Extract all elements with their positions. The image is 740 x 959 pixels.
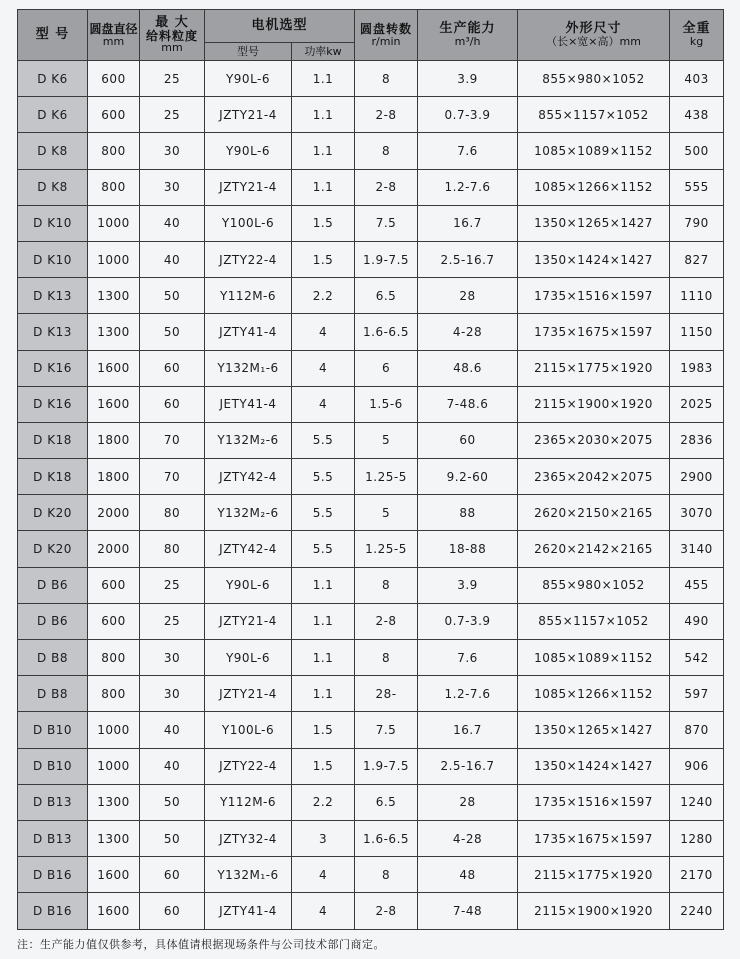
cell-motor-type: Y112M-6 (205, 278, 292, 314)
cell-speed: 2-8 (355, 603, 418, 639)
cell-feed-size: 40 (140, 748, 205, 784)
cell-capacity: 1.2-7.6 (418, 676, 518, 712)
cell-dimensions: 2365×2042×2075 (518, 459, 670, 495)
cell-dimensions: 1735×1675×1597 (518, 314, 670, 350)
cell-motor-type: JZTY21-4 (205, 97, 292, 133)
cell-dimensions: 1735×1516×1597 (518, 784, 670, 820)
cell-motor-power: 1.1 (292, 603, 355, 639)
cell-motor-type: Y132M₂-6 (205, 422, 292, 458)
cell-capacity: 18-88 (418, 531, 518, 567)
cell-diameter: 800 (88, 133, 140, 169)
cell-motor-type: JZTY41-4 (205, 314, 292, 350)
table-row (18, 133, 724, 169)
cell-model: D K16 (18, 350, 88, 386)
cell-motor-power: 4 (292, 350, 355, 386)
cell-motor-type: JZTY22-4 (205, 748, 292, 784)
cell-dimensions: 1350×1424×1427 (518, 748, 670, 784)
cell-model: D B16 (18, 893, 88, 929)
cell-model: D K13 (18, 314, 88, 350)
cell-model: D B13 (18, 820, 88, 856)
cell-dimensions: 855×1157×1052 (518, 603, 670, 639)
header-diameter: 圆盘直径 mm (88, 10, 140, 61)
cell-motor-type: JETY41-4 (205, 386, 292, 422)
cell-weight: 2025 (670, 386, 724, 422)
table-row (18, 784, 724, 820)
cell-diameter: 1600 (88, 893, 140, 929)
table-row (18, 386, 724, 422)
table-row (18, 350, 724, 386)
cell-feed-size: 50 (140, 314, 205, 350)
cell-diameter: 1000 (88, 712, 140, 748)
cell-weight: 597 (670, 676, 724, 712)
cell-dimensions: 1350×1265×1427 (518, 712, 670, 748)
cell-speed: 2-8 (355, 169, 418, 205)
spec-table (17, 9, 724, 930)
cell-dimensions: 2365×2030×2075 (518, 422, 670, 458)
cell-speed: 6 (355, 350, 418, 386)
cell-motor-type: JZTY21-4 (205, 676, 292, 712)
cell-model: D B8 (18, 676, 88, 712)
table-body (18, 61, 724, 930)
cell-speed: 1.5-6 (355, 386, 418, 422)
cell-capacity: 28 (418, 784, 518, 820)
cell-motor-type: Y90L-6 (205, 567, 292, 603)
cell-motor-power: 1.1 (292, 676, 355, 712)
cell-weight: 1240 (670, 784, 724, 820)
cell-dimensions: 855×980×1052 (518, 567, 670, 603)
cell-diameter: 1600 (88, 350, 140, 386)
cell-feed-size: 25 (140, 603, 205, 639)
header-weight: 全重 kg (670, 10, 724, 61)
cell-motor-type: Y90L-6 (205, 640, 292, 676)
cell-motor-power: 5.5 (292, 459, 355, 495)
cell-speed: 7.5 (355, 205, 418, 241)
cell-model: D B16 (18, 857, 88, 893)
cell-speed: 8 (355, 640, 418, 676)
cell-motor-power: 4 (292, 386, 355, 422)
cell-dimensions: 1735×1516×1597 (518, 278, 670, 314)
cell-weight: 403 (670, 61, 724, 97)
cell-capacity: 48.6 (418, 350, 518, 386)
cell-diameter: 1000 (88, 241, 140, 277)
cell-dimensions: 1085×1089×1152 (518, 133, 670, 169)
cell-feed-size: 60 (140, 386, 205, 422)
cell-feed-size: 30 (140, 133, 205, 169)
cell-motor-power: 4 (292, 893, 355, 929)
cell-weight: 906 (670, 748, 724, 784)
cell-motor-power: 1.5 (292, 712, 355, 748)
cell-motor-type: Y90L-6 (205, 133, 292, 169)
cell-weight: 1150 (670, 314, 724, 350)
cell-motor-power: 1.1 (292, 640, 355, 676)
cell-feed-size: 40 (140, 241, 205, 277)
cell-weight: 1280 (670, 820, 724, 856)
cell-motor-power: 2.2 (292, 784, 355, 820)
cell-dimensions: 2115×1775×1920 (518, 350, 670, 386)
cell-capacity: 7-48 (418, 893, 518, 929)
header-motor: 电机选型 (205, 10, 355, 43)
cell-weight: 870 (670, 712, 724, 748)
cell-model: D B13 (18, 784, 88, 820)
cell-capacity: 2.5-16.7 (418, 748, 518, 784)
cell-capacity: 0.7-3.9 (418, 603, 518, 639)
cell-feed-size: 60 (140, 857, 205, 893)
table-row (18, 893, 724, 929)
table-row (18, 278, 724, 314)
header-motor-power: 功率kw (292, 43, 355, 61)
cell-feed-size: 80 (140, 495, 205, 531)
cell-weight: 2836 (670, 422, 724, 458)
table-row (18, 314, 724, 350)
cell-feed-size: 50 (140, 820, 205, 856)
cell-motor-power: 1.1 (292, 567, 355, 603)
cell-dimensions: 2115×1775×1920 (518, 857, 670, 893)
cell-weight: 3070 (670, 495, 724, 531)
table-row (18, 459, 724, 495)
cell-feed-size: 80 (140, 531, 205, 567)
cell-diameter: 1000 (88, 748, 140, 784)
cell-motor-power: 3 (292, 820, 355, 856)
cell-capacity: 7.6 (418, 640, 518, 676)
cell-diameter: 1300 (88, 784, 140, 820)
cell-capacity: 3.9 (418, 567, 518, 603)
header-capacity: 生产能力 m³/h (418, 10, 518, 61)
cell-speed: 8 (355, 857, 418, 893)
cell-motor-power: 5.5 (292, 531, 355, 567)
cell-model: D K16 (18, 386, 88, 422)
cell-dimensions: 1735×1675×1597 (518, 820, 670, 856)
cell-speed: 6.5 (355, 278, 418, 314)
cell-weight: 490 (670, 603, 724, 639)
cell-diameter: 1800 (88, 459, 140, 495)
cell-model: D B6 (18, 603, 88, 639)
cell-weight: 790 (670, 205, 724, 241)
cell-speed: 1.25-5 (355, 459, 418, 495)
cell-motor-type: JZTY41-4 (205, 893, 292, 929)
cell-diameter: 600 (88, 603, 140, 639)
cell-weight: 827 (670, 241, 724, 277)
cell-weight: 500 (670, 133, 724, 169)
cell-capacity: 4-28 (418, 314, 518, 350)
cell-motor-type: JZTY42-4 (205, 531, 292, 567)
cell-speed: 6.5 (355, 784, 418, 820)
cell-model: D K8 (18, 169, 88, 205)
cell-motor-power: 5.5 (292, 422, 355, 458)
cell-feed-size: 30 (140, 640, 205, 676)
cell-motor-power: 5.5 (292, 495, 355, 531)
cell-diameter: 1300 (88, 278, 140, 314)
cell-capacity: 1.2-7.6 (418, 169, 518, 205)
cell-dimensions: 2115×1900×1920 (518, 386, 670, 422)
cell-motor-type: Y112M-6 (205, 784, 292, 820)
cell-speed: 7.5 (355, 712, 418, 748)
cell-speed: 1.9-7.5 (355, 748, 418, 784)
cell-motor-power: 1.5 (292, 748, 355, 784)
table-row (18, 531, 724, 567)
cell-feed-size: 50 (140, 784, 205, 820)
cell-dimensions: 2620×2142×2165 (518, 531, 670, 567)
cell-capacity: 60 (418, 422, 518, 458)
cell-speed: 5 (355, 495, 418, 531)
cell-motor-type: JZTY22-4 (205, 241, 292, 277)
cell-speed: 2-8 (355, 893, 418, 929)
cell-capacity: 9.2-60 (418, 459, 518, 495)
cell-diameter: 800 (88, 640, 140, 676)
cell-feed-size: 40 (140, 205, 205, 241)
cell-model: D K13 (18, 278, 88, 314)
cell-speed: 8 (355, 61, 418, 97)
cell-feed-size: 25 (140, 567, 205, 603)
table-row (18, 748, 724, 784)
table-row (18, 241, 724, 277)
cell-speed: 1.6-6.5 (355, 820, 418, 856)
table-row (18, 640, 724, 676)
cell-weight: 555 (670, 169, 724, 205)
cell-diameter: 1600 (88, 857, 140, 893)
cell-feed-size: 50 (140, 278, 205, 314)
cell-dimensions: 855×1157×1052 (518, 97, 670, 133)
cell-speed: 8 (355, 567, 418, 603)
cell-diameter: 800 (88, 169, 140, 205)
table-row (18, 422, 724, 458)
cell-motor-type: JZTY21-4 (205, 169, 292, 205)
cell-motor-power: 1.1 (292, 133, 355, 169)
footnote: 注：生产能力值仅供参考，具体值请根据现场条件与公司技术部门商定。 (17, 938, 385, 951)
cell-feed-size: 40 (140, 712, 205, 748)
cell-model: D K8 (18, 133, 88, 169)
table-row (18, 205, 724, 241)
cell-motor-power: 1.1 (292, 169, 355, 205)
cell-motor-type: JZTY42-4 (205, 459, 292, 495)
cell-model: D K20 (18, 531, 88, 567)
cell-speed: 1.9-7.5 (355, 241, 418, 277)
cell-model: D B10 (18, 712, 88, 748)
cell-speed: 2-8 (355, 97, 418, 133)
cell-speed: 1.25-5 (355, 531, 418, 567)
table-row (18, 712, 724, 748)
cell-motor-power: 1.1 (292, 97, 355, 133)
cell-capacity: 7.6 (418, 133, 518, 169)
cell-weight: 3140 (670, 531, 724, 567)
cell-motor-type: Y100L-6 (205, 205, 292, 241)
cell-capacity: 0.7-3.9 (418, 97, 518, 133)
cell-motor-type: Y90L-6 (205, 61, 292, 97)
cell-dimensions: 1085×1266×1152 (518, 676, 670, 712)
cell-model: D K6 (18, 61, 88, 97)
table-row (18, 567, 724, 603)
cell-model: D K18 (18, 422, 88, 458)
cell-dimensions: 855×980×1052 (518, 61, 670, 97)
cell-feed-size: 25 (140, 97, 205, 133)
cell-feed-size: 70 (140, 459, 205, 495)
table-row (18, 603, 724, 639)
cell-motor-power: 4 (292, 314, 355, 350)
cell-motor-type: Y132M₂-6 (205, 495, 292, 531)
cell-motor-power: 1.1 (292, 61, 355, 97)
cell-weight: 455 (670, 567, 724, 603)
cell-weight: 1983 (670, 350, 724, 386)
cell-motor-power: 1.5 (292, 205, 355, 241)
cell-diameter: 1300 (88, 820, 140, 856)
cell-diameter: 1000 (88, 205, 140, 241)
table-row (18, 61, 724, 97)
cell-capacity: 3.9 (418, 61, 518, 97)
cell-motor-type: Y132M₁-6 (205, 350, 292, 386)
cell-dimensions: 1085×1089×1152 (518, 640, 670, 676)
cell-capacity: 48 (418, 857, 518, 893)
cell-model: D K10 (18, 241, 88, 277)
cell-feed-size: 60 (140, 350, 205, 386)
cell-motor-power: 4 (292, 857, 355, 893)
cell-diameter: 1600 (88, 386, 140, 422)
cell-model: D B8 (18, 640, 88, 676)
header-speed: 圆盘转数 r/min (355, 10, 418, 61)
cell-motor-power: 1.5 (292, 241, 355, 277)
table-row (18, 169, 724, 205)
cell-weight: 2900 (670, 459, 724, 495)
table-row (18, 676, 724, 712)
cell-motor-type: JZTY32-4 (205, 820, 292, 856)
cell-speed: 8 (355, 133, 418, 169)
cell-capacity: 16.7 (418, 205, 518, 241)
cell-weight: 2240 (670, 893, 724, 929)
cell-capacity: 88 (418, 495, 518, 531)
table-row (18, 857, 724, 893)
cell-model: D K10 (18, 205, 88, 241)
cell-motor-type: JZTY21-4 (205, 603, 292, 639)
cell-model: D K20 (18, 495, 88, 531)
cell-capacity: 4-28 (418, 820, 518, 856)
cell-weight: 542 (670, 640, 724, 676)
cell-feed-size: 60 (140, 893, 205, 929)
cell-feed-size: 25 (140, 61, 205, 97)
header-dimensions: 外形尺寸 （长×宽×高）mm (518, 10, 670, 61)
cell-capacity: 28 (418, 278, 518, 314)
cell-diameter: 1800 (88, 422, 140, 458)
header-feed-size: 最 大 给料粒度 mm (140, 10, 205, 61)
cell-diameter: 600 (88, 567, 140, 603)
cell-capacity: 2.5-16.7 (418, 241, 518, 277)
table-row (18, 820, 724, 856)
header-model: 型 号 (18, 10, 88, 61)
cell-motor-power: 2.2 (292, 278, 355, 314)
table-header (18, 10, 724, 61)
cell-dimensions: 2620×2150×2165 (518, 495, 670, 531)
cell-motor-type: Y132M₁-6 (205, 857, 292, 893)
table-row (18, 495, 724, 531)
cell-speed: 5 (355, 422, 418, 458)
cell-weight: 2170 (670, 857, 724, 893)
cell-dimensions: 1085×1266×1152 (518, 169, 670, 205)
cell-motor-type: Y100L-6 (205, 712, 292, 748)
table-row (18, 97, 724, 133)
cell-speed: 1.6-6.5 (355, 314, 418, 350)
cell-capacity: 7-48.6 (418, 386, 518, 422)
cell-diameter: 2000 (88, 495, 140, 531)
cell-dimensions: 1350×1424×1427 (518, 241, 670, 277)
cell-capacity: 16.7 (418, 712, 518, 748)
cell-diameter: 800 (88, 676, 140, 712)
cell-dimensions: 2115×1900×1920 (518, 893, 670, 929)
cell-weight: 1110 (670, 278, 724, 314)
cell-feed-size: 70 (140, 422, 205, 458)
cell-diameter: 2000 (88, 531, 140, 567)
cell-feed-size: 30 (140, 169, 205, 205)
cell-diameter: 600 (88, 97, 140, 133)
cell-speed: 28- (355, 676, 418, 712)
header-motor-type: 型号 (205, 43, 292, 61)
cell-model: D K18 (18, 459, 88, 495)
cell-feed-size: 30 (140, 676, 205, 712)
cell-diameter: 1300 (88, 314, 140, 350)
cell-weight: 438 (670, 97, 724, 133)
cell-model: D B6 (18, 567, 88, 603)
cell-model: D B10 (18, 748, 88, 784)
cell-model: D K6 (18, 97, 88, 133)
cell-diameter: 600 (88, 61, 140, 97)
cell-dimensions: 1350×1265×1427 (518, 205, 670, 241)
